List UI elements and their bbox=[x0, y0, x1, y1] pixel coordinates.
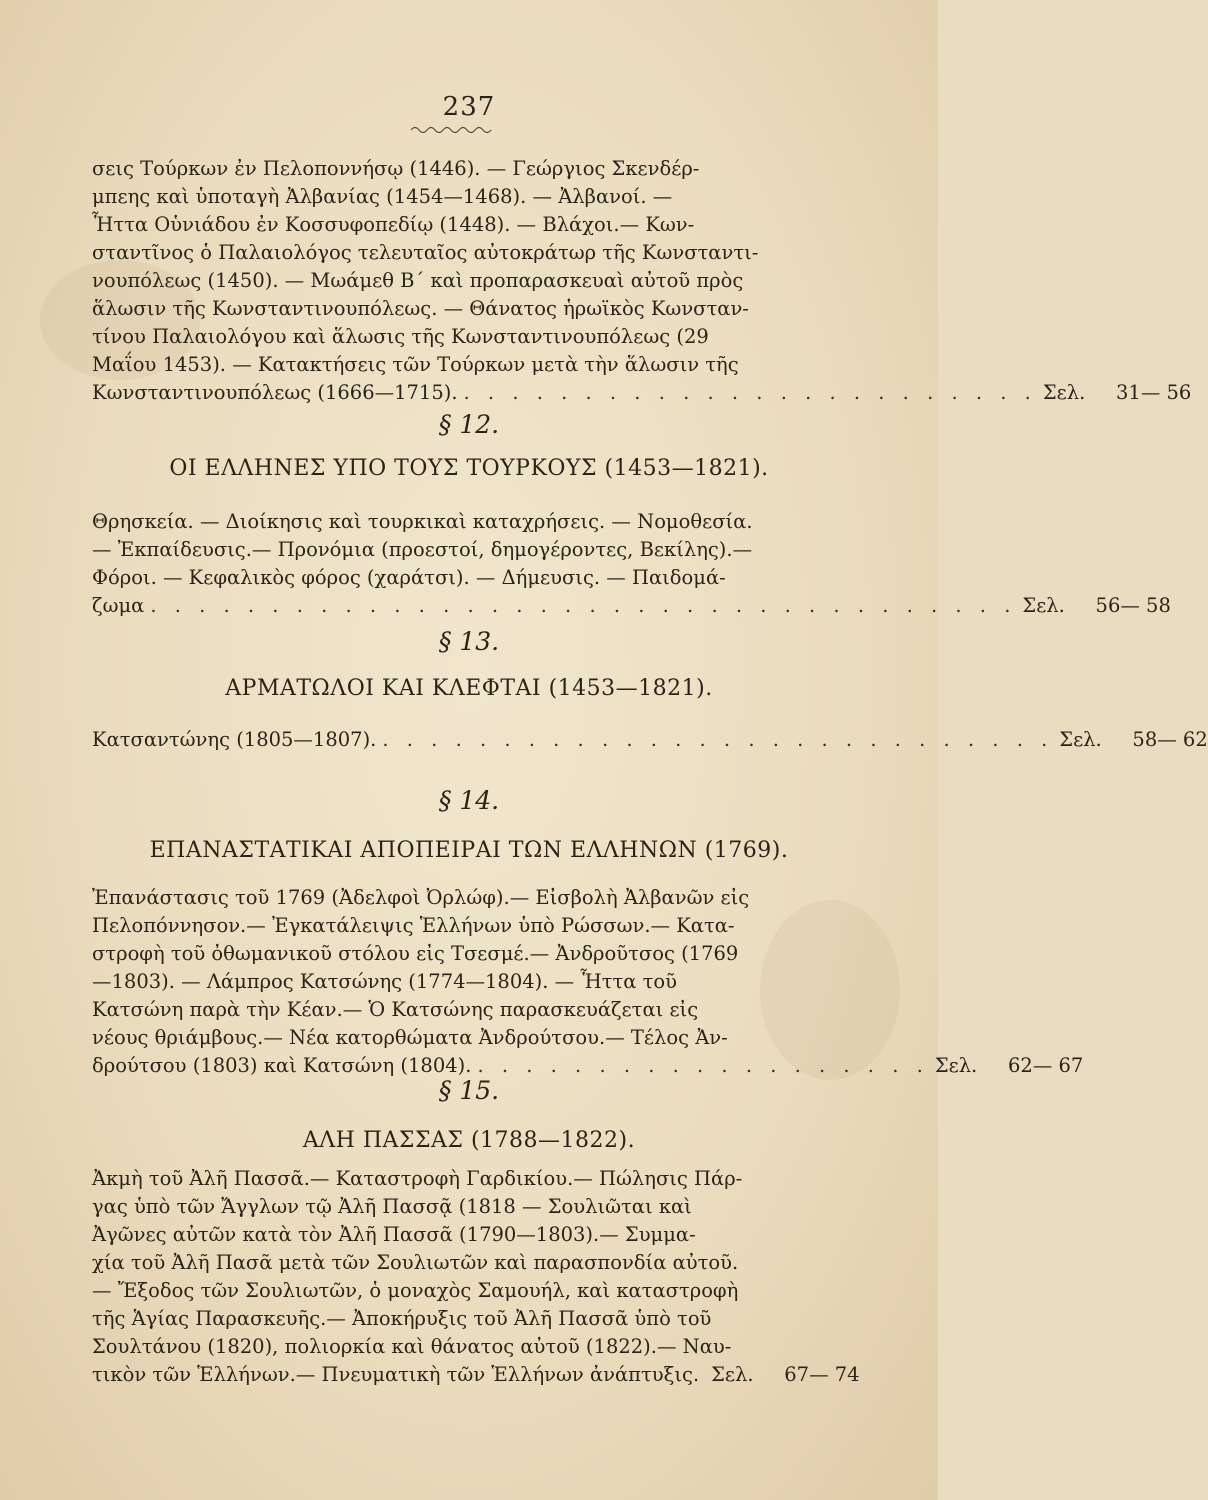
section-title: ΟΙ ΕΛΛΗΝΕΣ ΥΠΟ ΤΟΥΣ ΤΟΥΡΚΟΥΣ (1453—1821). bbox=[169, 456, 769, 481]
entry-line: χία τοῦ Ἀλῆ Πασᾶ μετὰ τῶν Σουλιωτῶν καὶ παρασπονδία αὐτοῦ. bbox=[92, 1251, 739, 1274]
entry-line: Σουλτάνου (1820), πολιορκία καὶ θάνατος αὐτοῦ (1822).— Ναυ- bbox=[92, 1335, 732, 1358]
entry-line: νουπόλεως (1450). — Μωάμεθ Β΄ καὶ προπαρασκευαὶ αὐτοῦ πρὸς bbox=[92, 269, 744, 292]
page-reference: Σελ. 62— 67 bbox=[935, 1052, 1083, 1080]
dot-leader: . . . . . . . . . . . . . . . . . . . bbox=[477, 1054, 929, 1077]
page-number: 237 bbox=[442, 92, 496, 122]
entry-line: Μαΐου 1453). — Κατακτήσεις τῶν Τούρκων μετὰ τὴν ἅλωσιν τῆς bbox=[92, 353, 739, 376]
entry-line: στροφὴ τοῦ ὀθωμανικοῦ στόλου εἰς Τσεσμέ.— Ἀνδροῦτσος (1769 bbox=[92, 942, 739, 965]
entry-line: Κωνσταντινουπόλεως (1666—1715). bbox=[92, 381, 458, 404]
toc-entry-block-11 bbox=[92, 155, 1192, 407]
page-reference: Σελ. 58— 62 bbox=[1059, 726, 1207, 754]
section-mark: § 13. bbox=[438, 627, 500, 656]
entry-line: Κατσαντώνης (1805—1807). bbox=[92, 728, 377, 751]
entry-line: μπεης καὶ ὑποταγὴ Ἀλβανίας (1454—1468). — Ἀλβανοί. — bbox=[92, 185, 673, 208]
page-range: 62— 67 bbox=[1007, 1054, 1084, 1077]
entry-line: — Ἐκπαίδευσις.— Προνόμια (προεστοί, δημογέροντες, Βεκίλης).— bbox=[92, 538, 753, 561]
toc-entry-block-12 bbox=[92, 508, 1171, 620]
entry-line: Φόροι. — Κεφαλικὸς φόρος (χαράτσι). — Δήμευσις. — Παιδομά- bbox=[92, 566, 726, 589]
toc-entry-block-14 bbox=[92, 884, 1084, 1080]
entry-line: —1803). — Λάμπρος Κατσώνης (1774—1804). — Ἧττα τοῦ bbox=[92, 970, 678, 993]
page-reference: Σελ. 31— 56 bbox=[1043, 379, 1191, 407]
entry-line: Ἧττα Οὑνιάδου ἐν Κοσσυφοπεδίῳ (1448). — Βλάχοι.— Κων- bbox=[92, 213, 695, 236]
entry-line: ζωμα bbox=[92, 594, 145, 617]
entry-line: Θρησκεία. — Διοίκησις καὶ τουρκικαὶ καταχρήσεις. — Νομοθεσία. bbox=[92, 510, 753, 533]
section-mark: § 14. bbox=[438, 786, 500, 815]
dot-leader: . . . . . . . . . . . . . . . . . . . . . . . . . . . . bbox=[382, 728, 1054, 751]
page-range: 31— 56 bbox=[1116, 381, 1192, 404]
toc-final-line bbox=[92, 379, 1192, 407]
dot-leader: . . . . . . . . . . . . . . . . . . . . . . . . bbox=[463, 381, 1037, 404]
page-reference: Σελ. 67— 74 bbox=[711, 1361, 859, 1389]
entry-line: τίνου Παλαιολόγου καὶ ἅλωσις τῆς Κωνσταντινουπόλεως (29 bbox=[92, 325, 709, 348]
toc-final-line bbox=[92, 1361, 860, 1389]
page-range: 56— 58 bbox=[1095, 594, 1171, 617]
toc-final-line bbox=[92, 726, 1208, 754]
entry-line: Ἀκμὴ τοῦ Ἀλῆ Πασσᾶ.— Καταστροφὴ Γαρδικίου.— Πώλησις Πάρ- bbox=[92, 1167, 743, 1190]
wavy-ornament bbox=[410, 124, 492, 136]
entry-line: τικὸν τῶν Ἑλλήνων.— Πνευματικὴ τῶν Ἑλλήνων ἀνάπτυξις. bbox=[92, 1363, 700, 1386]
entry-line: νέους θριάμβους.— Νέα κατορθώματα Ἀνδρούτσου.— Τέλος Ἀν- bbox=[92, 1026, 728, 1049]
entry-line: Πελοπόννησον.— Ἐγκατάλειψις Ἑλλήνων ὑπὸ Ρώσσων.— Κατα- bbox=[92, 914, 735, 937]
section-title: ΑΡΜΑΤΩΛΟΙ ΚΑΙ ΚΛΕΦΤΑΙ (1453—1821). bbox=[225, 676, 713, 701]
dot-leader: . . . . . . . . . . . . . . . . . . . . . . . . . . . . . . . . . . . . bbox=[150, 594, 1017, 617]
entry-line: σταντῖνος ὁ Παλαιολόγος τελευταῖος αὐτοκράτωρ τῆς Κωνσταντι- bbox=[92, 241, 759, 264]
entry-line: Ἀγῶνες αὐτῶν κατὰ τὸν Ἀλῆ Πασσᾶ (1790—1803).— Συμμα- bbox=[92, 1223, 696, 1246]
page-range: 67— 74 bbox=[784, 1363, 860, 1386]
toc-entry-block-15 bbox=[92, 1165, 860, 1389]
entry-line: γας ὑπὸ τῶν Ἄγγλων τῷ Ἀλῆ Πασσᾷ (1818 — Σουλιῶται καὶ bbox=[92, 1195, 692, 1218]
section-mark: § 15. bbox=[438, 1076, 500, 1105]
toc-final-line bbox=[92, 592, 1171, 620]
entry-line: τῆς Ἁγίας Παρασκευῆς.— Ἀποκήρυξις τοῦ Ἀλῆ Πασσᾶ ὑπὸ τοῦ bbox=[92, 1307, 712, 1330]
entry-line: — Ἔξοδος τῶν Σουλιωτῶν, ὁ μοναχὸς Σαμουήλ, καὶ καταστροφὴ bbox=[92, 1279, 739, 1302]
section-title: ΑΛΗ ΠΑΣΣΑΣ (1788—1822). bbox=[302, 1128, 636, 1153]
entry-line: δρούτσου (1803) καὶ Κατσώνη (1804). bbox=[92, 1054, 472, 1077]
entry-line: Κατσώνη παρὰ τὴν Κέαν.— Ὁ Κατσώνης παρασκευάζεται εἰς bbox=[92, 998, 699, 1021]
page-range: 58— 62 bbox=[1132, 728, 1208, 751]
entry-line: ἅλωσιν τῆς Κωνσταντινουπόλεως. — Θάνατος ἡρωϊκὸς Κωνσταν- bbox=[92, 297, 749, 320]
section-mark: § 12. bbox=[438, 410, 500, 439]
entry-line: Ἐπανάστασις τοῦ 1769 (Ἀδελφοὶ Ὀρλώφ).— Εἰσβολὴ Ἀλβανῶν εἰς bbox=[92, 886, 750, 909]
page-reference: Σελ. 56— 58 bbox=[1022, 592, 1170, 620]
entry-line: σεις Τούρκων ἐν Πελοποννήσῳ (1446). — Γεώργιος Σκενδέρ- bbox=[92, 157, 700, 180]
toc-entry-block-13 bbox=[92, 726, 1208, 754]
section-title: ΕΠΑΝΑΣΤΑΤΙΚΑΙ ΑΠΟΠΕΙΡΑΙ ΤΩΝ ΕΛΛΗΝΩΝ (1769). bbox=[149, 838, 789, 863]
